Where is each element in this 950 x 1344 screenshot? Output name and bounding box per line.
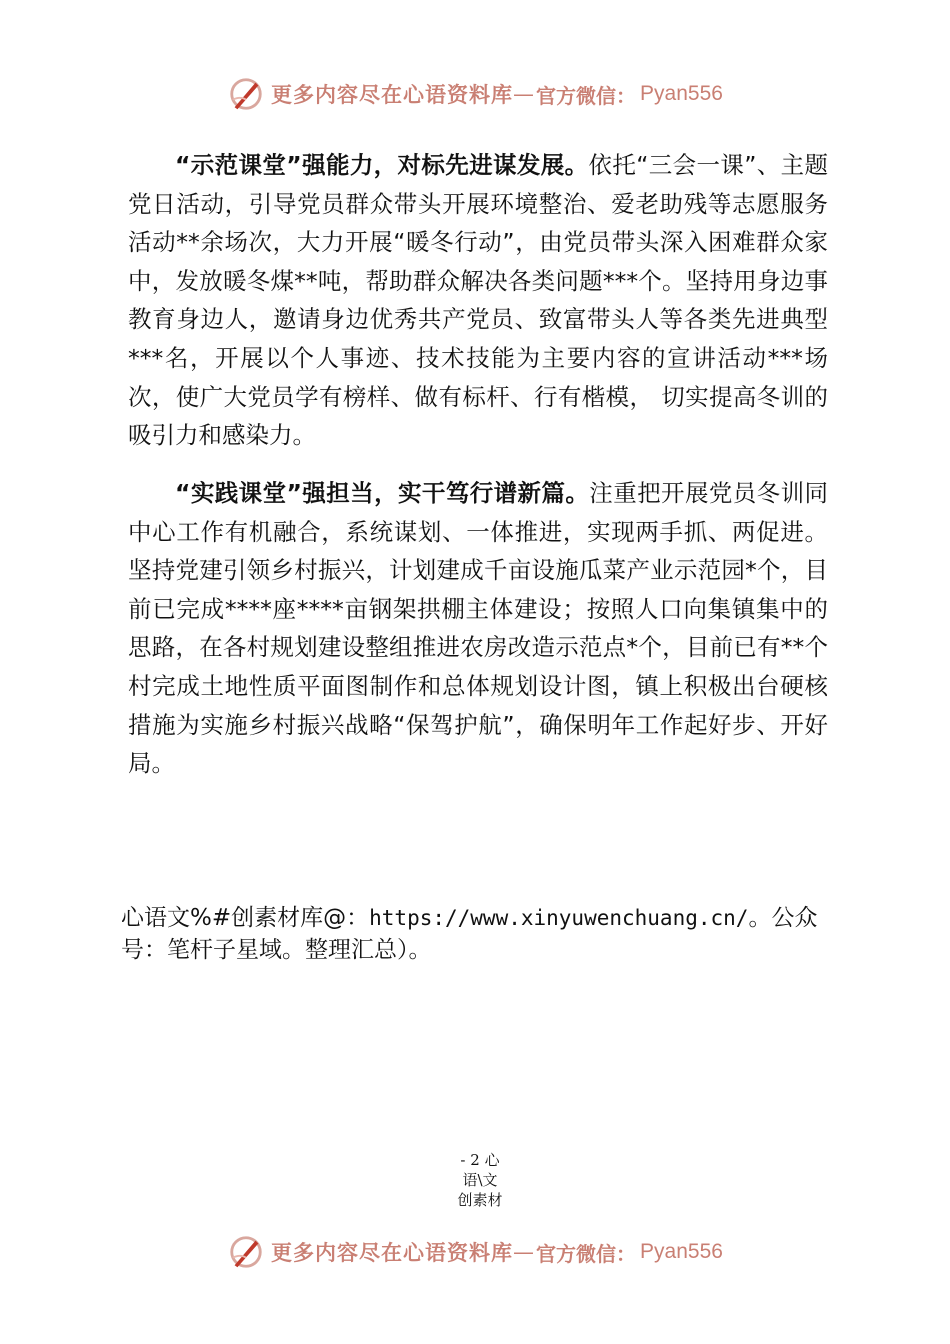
watermark-wechat-label: 官方微信： bbox=[536, 83, 637, 108]
watermark-wechat-id: Pyan556 bbox=[640, 1240, 723, 1263]
watermark-wechat-label: 官方微信： bbox=[536, 1241, 637, 1266]
watermark-banner-bottom bbox=[0, 1228, 950, 1276]
watermark-wechat-id: Pyan556 bbox=[640, 82, 723, 105]
source-note-suffix: 。公众号：笔杆子星域。整理汇总）。 bbox=[121, 905, 818, 963]
paragraph-lead: “示范课堂”强能力，对标先进谋发展。 bbox=[175, 151, 589, 179]
watermark-separator: — bbox=[513, 1240, 535, 1264]
page-number-line: 创素材 bbox=[457, 1191, 503, 1209]
paragraph-body: 注重把开展党员冬训同中心工作有机融合，系统谋划、一体推进，实现两手抓、两促进。坚持党建引领乡村振兴，计划建成千亩设施瓜菜产业示范园*个，目前已完成****座****亩钢架拱棚主体建设；按照人口向集镇集中的思路，在各村规划建设整组推进农房改造示范点*个，目前已有**个村完成土地性质平面图制作和总体规划设计图，镇上积极出台硬核措施为实施乡村振兴战略“保驾护航”，确保明年工作起好步、开好局。 bbox=[128, 479, 828, 778]
watermark-text: 更多内容尽在心语资料库 bbox=[271, 1240, 514, 1265]
page-number bbox=[430, 1150, 530, 1210]
watermark-banner-top bbox=[0, 70, 950, 118]
paragraph-demonstration-class bbox=[128, 146, 828, 455]
page-number-line: - 2 心 bbox=[460, 1151, 500, 1169]
page-number-line: 语\文 bbox=[462, 1171, 498, 1189]
paragraph-lead: “实践课堂”强担当，实干笃行谱新篇。 bbox=[175, 479, 590, 507]
pen-logo-icon bbox=[227, 1233, 265, 1271]
source-note-url: https://www.xinyuwenchuang.cn/ bbox=[369, 906, 749, 930]
watermark-separator: — bbox=[513, 82, 535, 106]
source-note-prefix: 心语文%#创素材库@： bbox=[121, 905, 370, 931]
source-note bbox=[121, 902, 831, 966]
paragraph-practice-class bbox=[128, 474, 828, 783]
paragraph-body: 依托“三会一课”、主题党日活动，引导党员群众带头开展环境整治、爱老助残等志愿服务活动**余场次，大力开展“暖冬行动”，由党员带头深入困难群众家中，发放暖冬煤**吨，帮助群众解决各类问题***个。坚持用身边事教育身边人，邀请身边优秀共产党员、致富带头人等各类先进典型***名，开展以个人事迹、技术技能为主要内容的宣讲活动***场次，使广大党员学有榜样、做有标杆、行有楷模， 切实提高冬训的吸引力和感染力。 bbox=[128, 151, 828, 450]
watermark-text: 更多内容尽在心语资料库 bbox=[271, 82, 514, 107]
pen-logo-icon bbox=[227, 75, 265, 113]
